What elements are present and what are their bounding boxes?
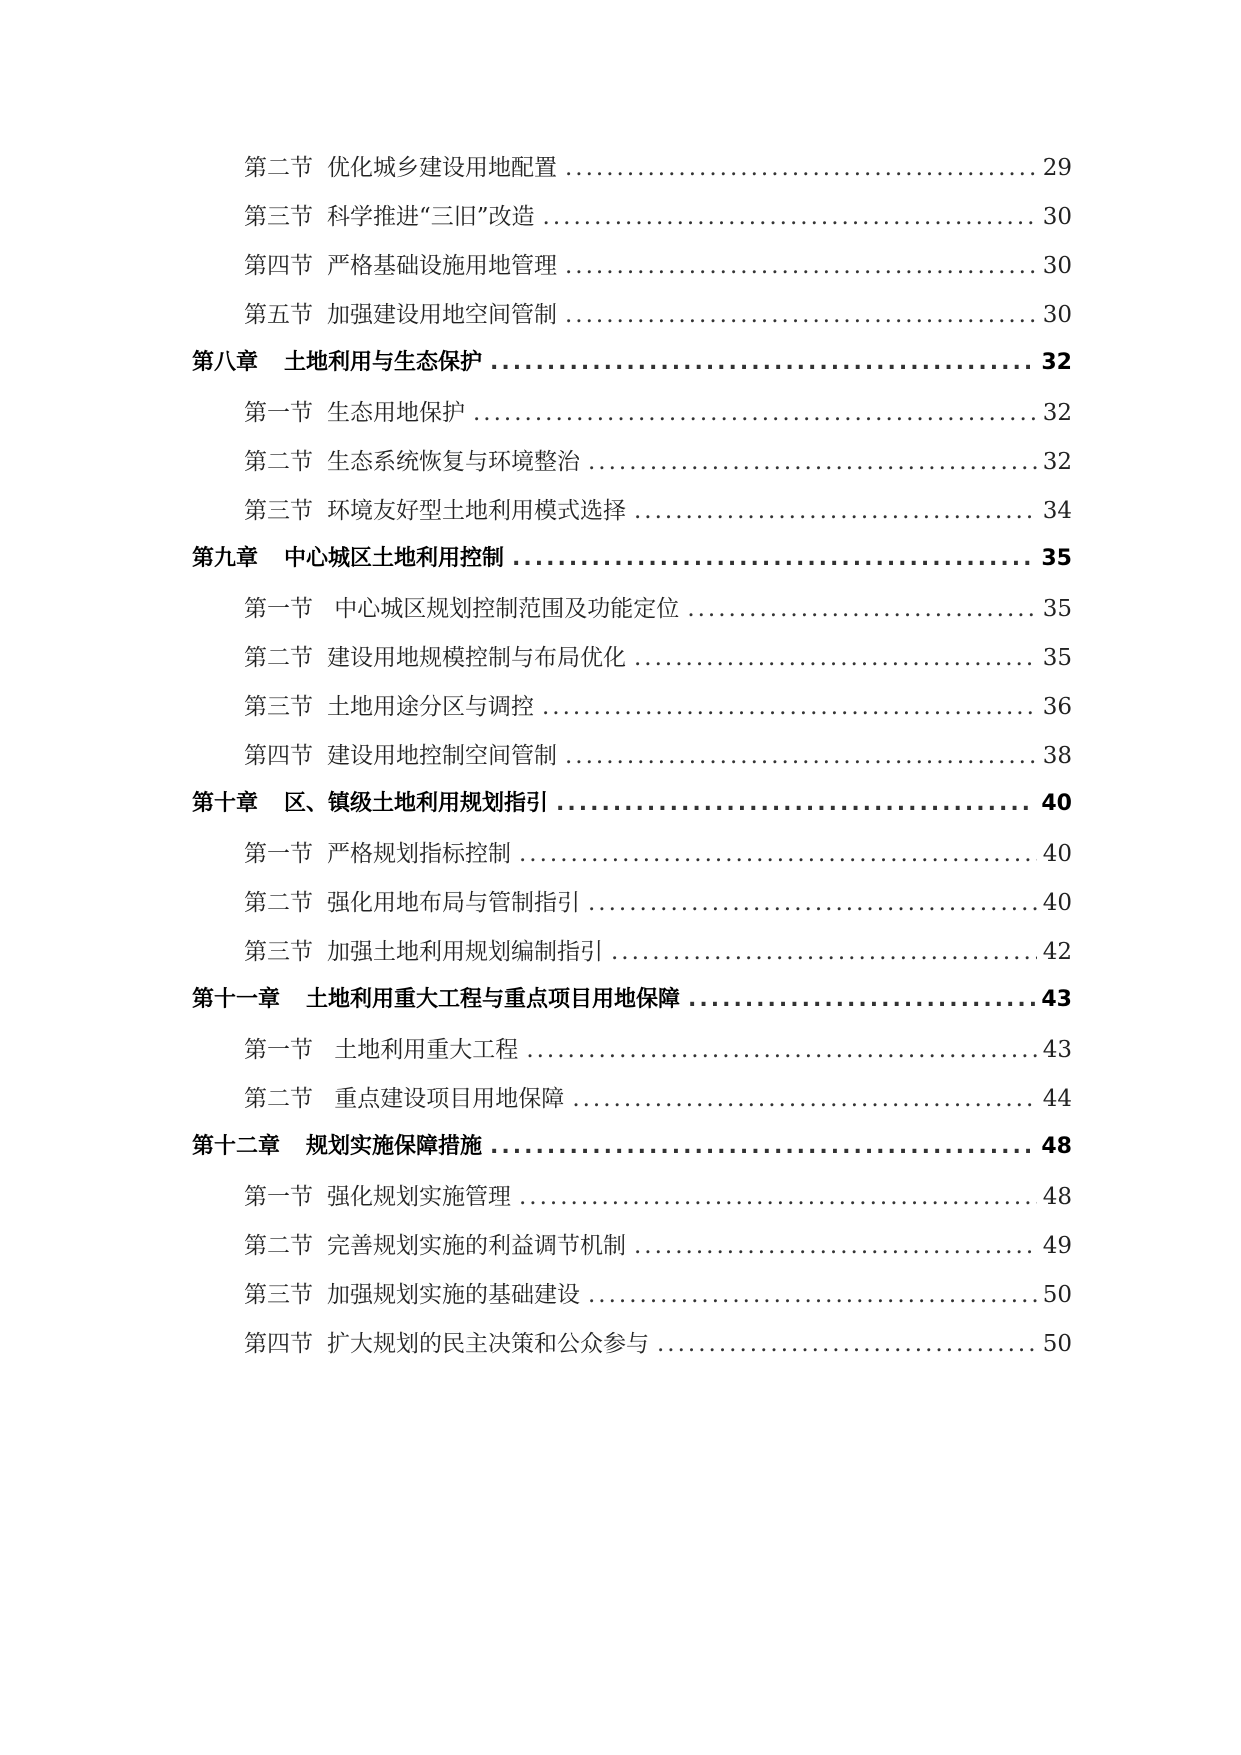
toc-dot-leader (688, 987, 1035, 1012)
toc-entry-title: 优化城乡建设用地配置 (327, 155, 557, 181)
toc-dot-leader (588, 890, 1037, 916)
toc-entry-label: 第二节 (244, 155, 313, 181)
toc-section-entry[interactable] (192, 1178, 1072, 1227)
toc-section-entry[interactable] (192, 1080, 1072, 1129)
toc-entry-title: 科学推进“三旧”改造 (327, 204, 535, 230)
toc-entry-label: 第八章 (192, 350, 259, 375)
toc-entry-title: 加强规划实施的基础建设 (327, 1282, 580, 1308)
toc-page-number: 30 (1042, 204, 1072, 230)
toc-page-number: 40 (1042, 841, 1072, 867)
table-of-contents (192, 149, 1072, 1374)
toc-section-entry[interactable] (192, 933, 1072, 982)
toc-chapter-entry[interactable] (192, 1129, 1072, 1178)
toc-page-number: 43 (1042, 1037, 1072, 1063)
toc-page-number: 42 (1042, 939, 1072, 965)
toc-entry-label: 第三节 (244, 694, 313, 720)
toc-dot-leader (565, 743, 1037, 769)
toc-entry-label: 第四节 (244, 743, 313, 769)
toc-chapter-entry[interactable] (192, 786, 1072, 835)
toc-dot-leader (572, 1086, 1036, 1112)
toc-entry-title: 扩大规划的民主决策和公众参与 (327, 1331, 649, 1357)
toc-page-number: 36 (1042, 694, 1072, 720)
toc-entry-label: 第二节 (244, 645, 313, 671)
toc-entry-title: 中心城区土地利用控制 (284, 546, 505, 571)
toc-entry-title: 严格基础设施用地管理 (327, 253, 557, 279)
toc-section-entry[interactable] (192, 1227, 1072, 1276)
toc-section-entry[interactable] (192, 296, 1072, 345)
toc-entry-title: 严格规划指标控制 (327, 841, 511, 867)
toc-entry-title: 重点建设项目用地保障 (327, 1086, 565, 1112)
toc-dot-leader (512, 546, 1035, 571)
toc-dot-leader (519, 1184, 1037, 1210)
toc-entry-title: 土地利用重大工程 (327, 1037, 519, 1063)
toc-entry-label: 第九章 (192, 546, 259, 571)
toc-entry-title: 区、镇级土地利用规划指引 (284, 791, 549, 816)
toc-entry-label: 第四节 (244, 1331, 313, 1357)
toc-entry-title: 强化规划实施管理 (327, 1184, 511, 1210)
toc-entry-label: 第十章 (192, 791, 259, 816)
toc-section-entry[interactable] (192, 639, 1072, 688)
toc-page-number: 43 (1041, 987, 1072, 1012)
toc-dot-leader (473, 400, 1037, 426)
toc-entry-label: 第二节 (244, 449, 313, 475)
toc-section-entry[interactable] (192, 590, 1072, 639)
toc-entry-label: 第四节 (244, 253, 313, 279)
toc-entry-title: 加强建设用地空间管制 (327, 302, 557, 328)
toc-entry-label: 第一节 (244, 841, 313, 867)
toc-entry-label: 第三节 (244, 204, 313, 230)
toc-page-number: 35 (1042, 596, 1072, 622)
toc-page-number: 48 (1042, 1184, 1072, 1210)
toc-dot-leader (519, 841, 1037, 867)
toc-entry-title: 完善规划实施的利益调节机制 (327, 1233, 626, 1259)
toc-dot-leader (565, 155, 1037, 181)
toc-page-number: 38 (1042, 743, 1072, 769)
toc-page-number: 30 (1042, 253, 1072, 279)
toc-entry-title: 建设用地规模控制与布局优化 (327, 645, 626, 671)
toc-section-entry[interactable] (192, 198, 1072, 247)
toc-section-entry[interactable] (192, 835, 1072, 884)
toc-dot-leader (565, 253, 1037, 279)
toc-page-number: 32 (1042, 400, 1072, 426)
toc-dot-leader (490, 350, 1035, 375)
toc-entry-title: 规划实施保障措施 (306, 1134, 483, 1159)
toc-entry-title: 生态系统恢复与环境整治 (327, 449, 580, 475)
toc-page-number: 35 (1041, 546, 1072, 571)
toc-entry-label: 第一节 (244, 1037, 313, 1063)
toc-chapter-entry[interactable] (192, 982, 1072, 1031)
toc-entry-title: 中心城区规划控制范围及功能定位 (327, 596, 680, 622)
toc-dot-leader (526, 1037, 1036, 1063)
toc-section-entry[interactable] (192, 737, 1072, 786)
toc-dot-leader (588, 449, 1037, 475)
toc-page-number: 32 (1041, 350, 1072, 375)
toc-entry-label: 第二节 (244, 1233, 313, 1259)
toc-page-number: 30 (1042, 302, 1072, 328)
toc-entry-title: 土地用途分区与调控 (327, 694, 534, 720)
toc-entry-title: 建设用地控制空间管制 (327, 743, 557, 769)
toc-entry-label: 第十一章 (192, 987, 281, 1012)
toc-dot-leader (634, 1233, 1037, 1259)
toc-entry-label: 第一节 (244, 400, 313, 426)
toc-entry-title: 强化用地布局与管制指引 (327, 890, 580, 916)
toc-page-number: 49 (1042, 1233, 1072, 1259)
toc-section-entry[interactable] (192, 1276, 1072, 1325)
toc-entry-label: 第十二章 (192, 1134, 281, 1159)
toc-section-entry[interactable] (192, 688, 1072, 737)
toc-dot-leader (687, 596, 1036, 622)
toc-entry-title: 环境友好型土地利用模式选择 (327, 498, 626, 524)
toc-entry-title: 土地利用重大工程与重点项目用地保障 (306, 987, 681, 1012)
toc-chapter-entry[interactable] (192, 541, 1072, 590)
toc-entry-label: 第三节 (244, 498, 313, 524)
toc-page-number: 50 (1042, 1331, 1072, 1357)
toc-entry-label: 第三节 (244, 1282, 313, 1308)
toc-entry-label: 第二节 (244, 1086, 313, 1112)
toc-section-entry[interactable] (192, 149, 1072, 198)
toc-page-number: 44 (1042, 1086, 1072, 1112)
toc-dot-leader (657, 1331, 1037, 1357)
toc-page-number: 50 (1042, 1282, 1072, 1308)
toc-dot-leader (634, 645, 1037, 671)
toc-section-entry[interactable] (192, 443, 1072, 492)
toc-section-entry[interactable] (192, 394, 1072, 443)
toc-dot-leader (634, 498, 1037, 524)
toc-dot-leader (490, 1134, 1035, 1159)
toc-entry-label: 第三节 (244, 939, 313, 965)
toc-chapter-entry[interactable] (192, 345, 1072, 394)
toc-dot-leader (565, 302, 1037, 328)
toc-dot-leader (542, 694, 1037, 720)
toc-dot-leader (543, 204, 1037, 230)
toc-page-number: 40 (1041, 791, 1072, 816)
toc-page-number: 29 (1042, 155, 1072, 181)
toc-page-number: 48 (1041, 1134, 1072, 1159)
toc-dot-leader (588, 1282, 1037, 1308)
toc-page-number: 34 (1042, 498, 1072, 524)
toc-dot-leader (611, 939, 1037, 965)
toc-entry-label: 第一节 (244, 596, 313, 622)
toc-section-entry[interactable] (192, 1031, 1072, 1080)
toc-entry-label: 第二节 (244, 890, 313, 916)
toc-page-number: 40 (1042, 890, 1072, 916)
toc-page-number: 32 (1042, 449, 1072, 475)
toc-entry-label: 第一节 (244, 1184, 313, 1210)
toc-dot-leader (556, 791, 1035, 816)
toc-entry-title: 土地利用与生态保护 (284, 350, 483, 375)
toc-entry-title: 生态用地保护 (327, 400, 465, 426)
toc-entry-label: 第五节 (244, 302, 313, 328)
toc-section-entry[interactable] (192, 247, 1072, 296)
toc-section-entry[interactable] (192, 492, 1072, 541)
toc-section-entry[interactable] (192, 884, 1072, 933)
toc-section-entry[interactable] (192, 1325, 1072, 1374)
toc-page-number: 35 (1042, 645, 1072, 671)
toc-entry-title: 加强土地利用规划编制指引 (327, 939, 603, 965)
